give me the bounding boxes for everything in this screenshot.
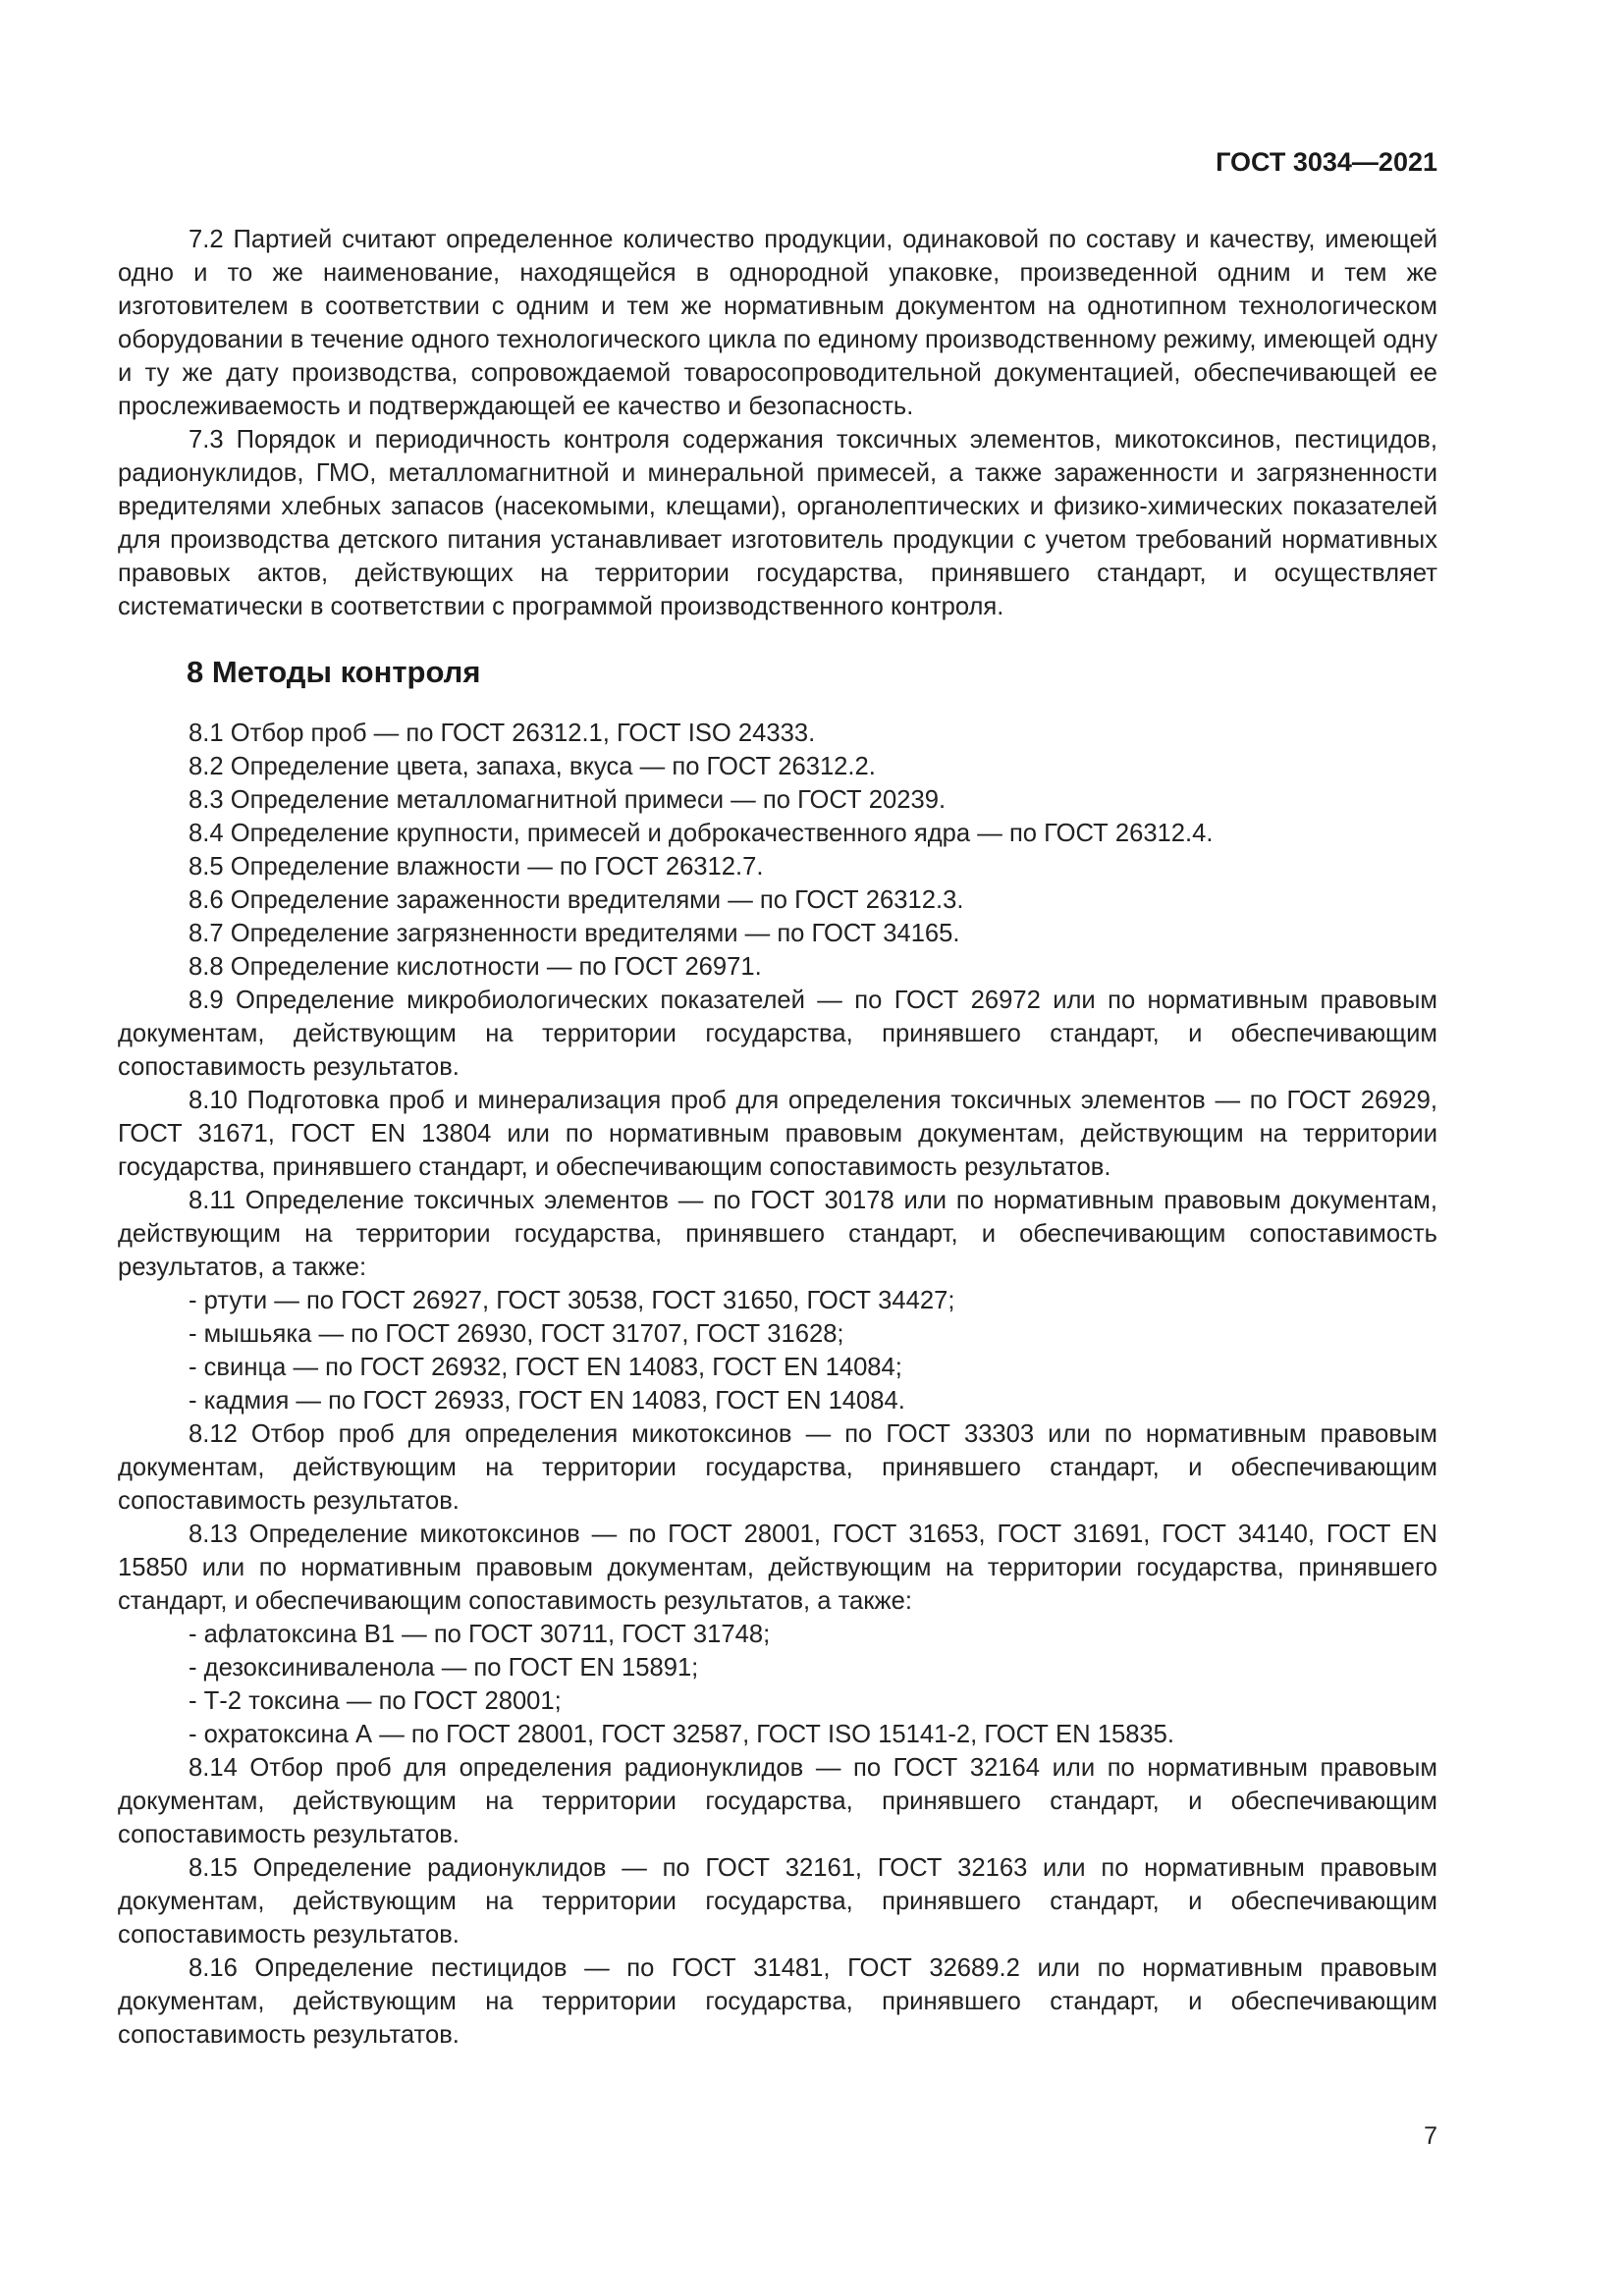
paragraph-8-1: 8.1 Отбор проб — по ГОСТ 26312.1, ГОСТ ISO 24333. [189, 720, 816, 747]
paragraph-8-5: 8.5 Определение влажности — по ГОСТ 26312.7. [189, 853, 764, 881]
paragraph-8-7: 8.7 Определение загрязненности вредителями — по ГОСТ 34165. [189, 920, 960, 947]
list-item-aflatoxin: - афлатоксина В1 — по ГОСТ 30711, ГОСТ 31748; [189, 1621, 771, 1648]
paragraph-8-8: 8.8 Определение кислотности — по ГОСТ 26971. [189, 953, 762, 981]
document-body [118, 223, 1437, 2052]
list-item-arsenic: - мышьяка — по ГОСТ 26930, ГОСТ 31707, ГОСТ 31628; [189, 1320, 844, 1348]
paragraph-8-9: 8.9 Определение микробиологических показателей — по ГОСТ 26972 или по нормативным правовым документам, действующим на территории государства, принявшего стандарт, и обеспечивающим сопоставимость результатов. [118, 987, 1437, 1081]
paragraph-8-6: 8.6 Определение зараженности вредителями — по ГОСТ 26312.3. [189, 886, 964, 914]
paragraph-8-10: 8.10 Подготовка проб и минерализация проб для определения токсичных элементов — по ГОСТ 26929, ГОСТ 31671, ГОСТ EN 13804 или по нормативным правовым документам, действующим на территории государства, принявшего стандарт, и обеспечивающим сопоставимость результатов. [118, 1087, 1437, 1181]
paragraph-8-14: 8.14 Отбор проб для определения радионуклидов — по ГОСТ 32164 или по нормативным правовым документам, действующим на территории государства, принявшего стандарт, и обеспечивающим сопоставимость результатов. [118, 1754, 1437, 1848]
list-item-lead: - свинца — по ГОСТ 26932, ГОСТ EN 14083, ГОСТ EN 14084; [189, 1354, 902, 1381]
list-item-cadmium: - кадмия — по ГОСТ 26933, ГОСТ EN 14083, ГОСТ EN 14084. [189, 1387, 905, 1415]
document-code-header: ГОСТ 3034—2021 [1216, 147, 1437, 177]
list-item-mercury: - ртути — по ГОСТ 26927, ГОСТ 30538, ГОСТ 31650, ГОСТ 34427; [189, 1287, 955, 1314]
list-item-t2-toxin: - Т-2 токсина — по ГОСТ 28001; [189, 1687, 562, 1715]
paragraph-7-3: 7.3 Порядок и периодичность контроля содержания токсичных элементов, микотоксинов, пестицидов, радионуклидов, ГМО, металломагнитной и минеральной примесей, а также зараженности и загрязненности вредителями хлебных запасов (насекомыми, клещами), органолептических и физико-химических показателей для производства детского питания устанавливает изготовитель продукции с учетом требований нормативных правовых актов, действующих на территории государства, принявшего стандарт, и осуществляет систематически в соответствии с программой производственного контроля. [118, 426, 1437, 620]
paragraph-8-15: 8.15 Определение радионуклидов — по ГОСТ 32161, ГОСТ 32163 или по нормативным правовым документам, действующим на территории государства, принявшего стандарт, и обеспечивающим сопоставимость результатов. [118, 1854, 1437, 1949]
list-item-deoxynivalenol: - дезоксиниваленола — по ГОСТ EN 15891; [189, 1654, 699, 1682]
paragraph-8-16: 8.16 Определение пестицидов — по ГОСТ 31481, ГОСТ 32689.2 или по нормативным правовым документам, действующим на территории государства, принявшего стандарт, и обеспечивающим сопоставимость результатов. [118, 1954, 1437, 2049]
paragraph-8-3: 8.3 Определение металломагнитной примеси — по ГОСТ 20239. [189, 786, 947, 814]
paragraph-8-12: 8.12 Отбор проб для определения микотоксинов — по ГОСТ 33303 или по нормативным правовым документам, действующим на территории государства, принявшего стандарт, и обеспечивающим сопоставимость результатов. [118, 1420, 1437, 1515]
paragraph-7-2: 7.2 Партией считают определенное количество продукции, одинаковой по составу и качеству, имеющей одно и то же наименование, находящейся в однородной упаковке, произведенной одним и тем же изготовителем в соответствии с одним и тем же нормативным документом на однотипном технологическом оборудовании в течение одного технологического цикла по единому производственному режиму, имеющей одну и ту же дату производства, сопровождаемой товаросопроводительной документацией, обеспечивающей ее прослеживаемость и подтверждающей ее качество и безопасность. [118, 226, 1437, 420]
paragraph-8-2: 8.2 Определение цвета, запаха, вкуса — по ГОСТ 26312.2. [189, 753, 876, 780]
paragraph-8-13: 8.13 Определение микотоксинов — по ГОСТ 28001, ГОСТ 31653, ГОСТ 31691, ГОСТ 34140, ГОСТ EN 15850 или по нормативным правовым документам, действующим на территории государства, принявшего стандарт, и обеспечивающим сопоставимость результатов, а также: [118, 1521, 1437, 1615]
paragraph-8-4: 8.4 Определение крупности, примесей и доброкачественного ядра — по ГОСТ 26312.4. [189, 820, 1214, 847]
list-item-ochratoxin: - охратоксина А — по ГОСТ 28001, ГОСТ 32587, ГОСТ ISO 15141-2, ГОСТ EN 15835. [189, 1721, 1175, 1748]
page-number: 7 [1424, 2122, 1437, 2150]
section-heading: 8 Методы контроля [187, 655, 481, 689]
paragraph-8-11: 8.11 Определение токсичных элементов — по ГОСТ 30178 или по нормативным правовым документам, действующим на территории государства, принявшего стандарт, и обеспечивающим сопоставимость результатов, а также: [118, 1187, 1437, 1281]
